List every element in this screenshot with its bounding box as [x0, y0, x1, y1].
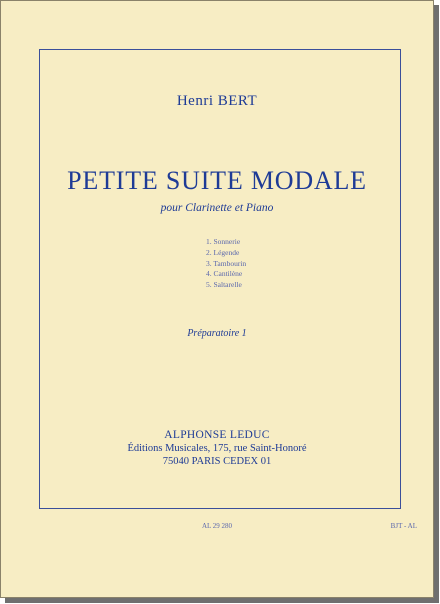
movement-list [206, 237, 246, 291]
movement-item: 1. Sonnerie [206, 237, 241, 246]
movement-item: 2. Légende [206, 247, 240, 257]
catalog-number: AL 29 280 [201, 522, 233, 530]
publisher-block [1, 429, 433, 468]
movement-item: 5. Saltarelle [206, 280, 242, 290]
score-title: PETITE SUITE MODALE [67, 166, 367, 195]
composer-name: Henri BERT [176, 93, 258, 109]
publisher-city: 75040 PARIS CEDEX 01 [162, 456, 272, 467]
instrumentation-line: pour Clarinette et Piano [160, 202, 274, 214]
edition-code: BJT - AL [390, 522, 417, 530]
difficulty-level: Préparatoire 1 [187, 328, 247, 339]
movement-item: 3. Tambourin [206, 258, 247, 268]
movement-item: 4. Cantilène [206, 269, 243, 279]
publisher-address: Éditions Musicales, 175, rue Saint-Honoré [127, 443, 307, 454]
publisher-name: ALPHONSE LEDUC [164, 429, 270, 441]
